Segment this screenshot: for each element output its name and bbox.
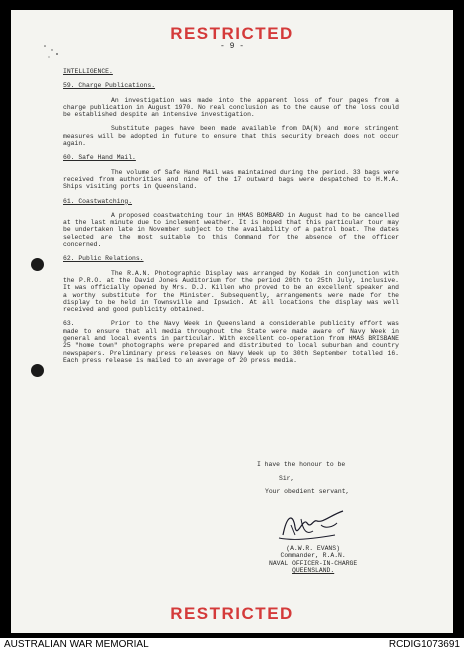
item-61-heading: 61. Coastwatching. — [63, 197, 133, 205]
item-59-paragraph-2: Substitute pages have been made available from DA(N) and more stringent measures will be adopted in future to ensure that this security breach does not occur again. — [63, 125, 399, 148]
item-59-heading: 59. Charge Publications. — [63, 82, 156, 90]
paper-speck-marks — [39, 40, 69, 70]
punch-hole-top — [31, 258, 44, 271]
signatory-title: NAVAL OFFICER-IN-CHARGE — [269, 559, 358, 567]
archive-footer — [0, 638, 464, 653]
restricted-stamp-bottom: RESTRICTED — [170, 604, 294, 623]
closing-line-1: I have the honour to be — [257, 461, 346, 468]
item-63-block — [63, 320, 399, 364]
item-60-paragraph-1: The volume of Safe Hand Mail was maintained during the period. 33 bags were received from authorities and nine of the 17 outward bags were despatched to H.M.A. Ships visiting ports in Queensland. — [63, 168, 399, 191]
item-63-paragraph-1: Prior to the Navy Week in Queensland a considerable publicity effort was made to ensure that all media throughout the State were made aware of Navy Week in general and local events in particular. With excellent co-operation from HMAS BRISBANE 25 "home town" photographs were prepared and distributed to local suburban and country newspapers. Preliminary press releases on Navy Week up to 30th September totalled 16. Each press release is mailed to an average of 20 press media. — [63, 320, 399, 364]
record-id: RCDIG1073691 — [388, 639, 460, 650]
item-62-heading: 62. Public Relations. — [63, 255, 144, 263]
archive-name: AUSTRALIAN WAR MEMORIAL — [4, 639, 149, 650]
document-page — [11, 10, 453, 633]
item-59-paragraph-1: An investigation was made into the apparent loss of four pages from a charge publication in August 1970. No real conclusion as to the cause of the loss could be established despite an intensive investigation. — [63, 96, 399, 119]
closing-line-3: Your obedient servant, — [265, 488, 350, 495]
punch-hole-bottom — [31, 364, 44, 377]
item-61-paragraph-1: A proposed coastwatching tour in HMAS BOMBARD in August had to be cancelled at the last minute due to inclement weather. It is hoped that this particular tour may be undertaken late in November subject to the availability of a patrol boat. The dates selected are the most suitable to this Command for the absence of the officer concerned. — [63, 211, 399, 249]
section-title: INTELLIGENCE. — [63, 68, 113, 75]
closing-line-2: Sir, — [279, 475, 295, 482]
page-number: - 9 - — [219, 42, 244, 51]
signatory-location: QUEENSLAND. — [292, 566, 335, 574]
restricted-stamp-top: RESTRICTED — [170, 24, 294, 43]
handwritten-signature — [273, 505, 353, 545]
signatory-rank: Commander, R.A.N. — [280, 552, 346, 560]
item-62-paragraph-1: The R.A.N. Photographic Display was arranged by Kodak in conjunction with the P.R.O. at the David Jones Auditorium for the period 20th to 25th July, inclusive. It was officially opened by Mrs. D.J. Killen who proved to be an excellent speaker and a worthy substitute for the Minister. Subsequently, arrangements were made for the display to be held in Townsville and Ipswich. At all locations the display was well received and good publicity obtained. — [63, 269, 399, 314]
item-60-heading: 60. Safe Hand Mail. — [63, 154, 136, 162]
document-body — [63, 68, 399, 364]
signature-block — [269, 545, 357, 574]
item-63-number: 63. — [63, 320, 75, 328]
signatory-name: (A.W.R. EVANS) — [286, 545, 340, 552]
